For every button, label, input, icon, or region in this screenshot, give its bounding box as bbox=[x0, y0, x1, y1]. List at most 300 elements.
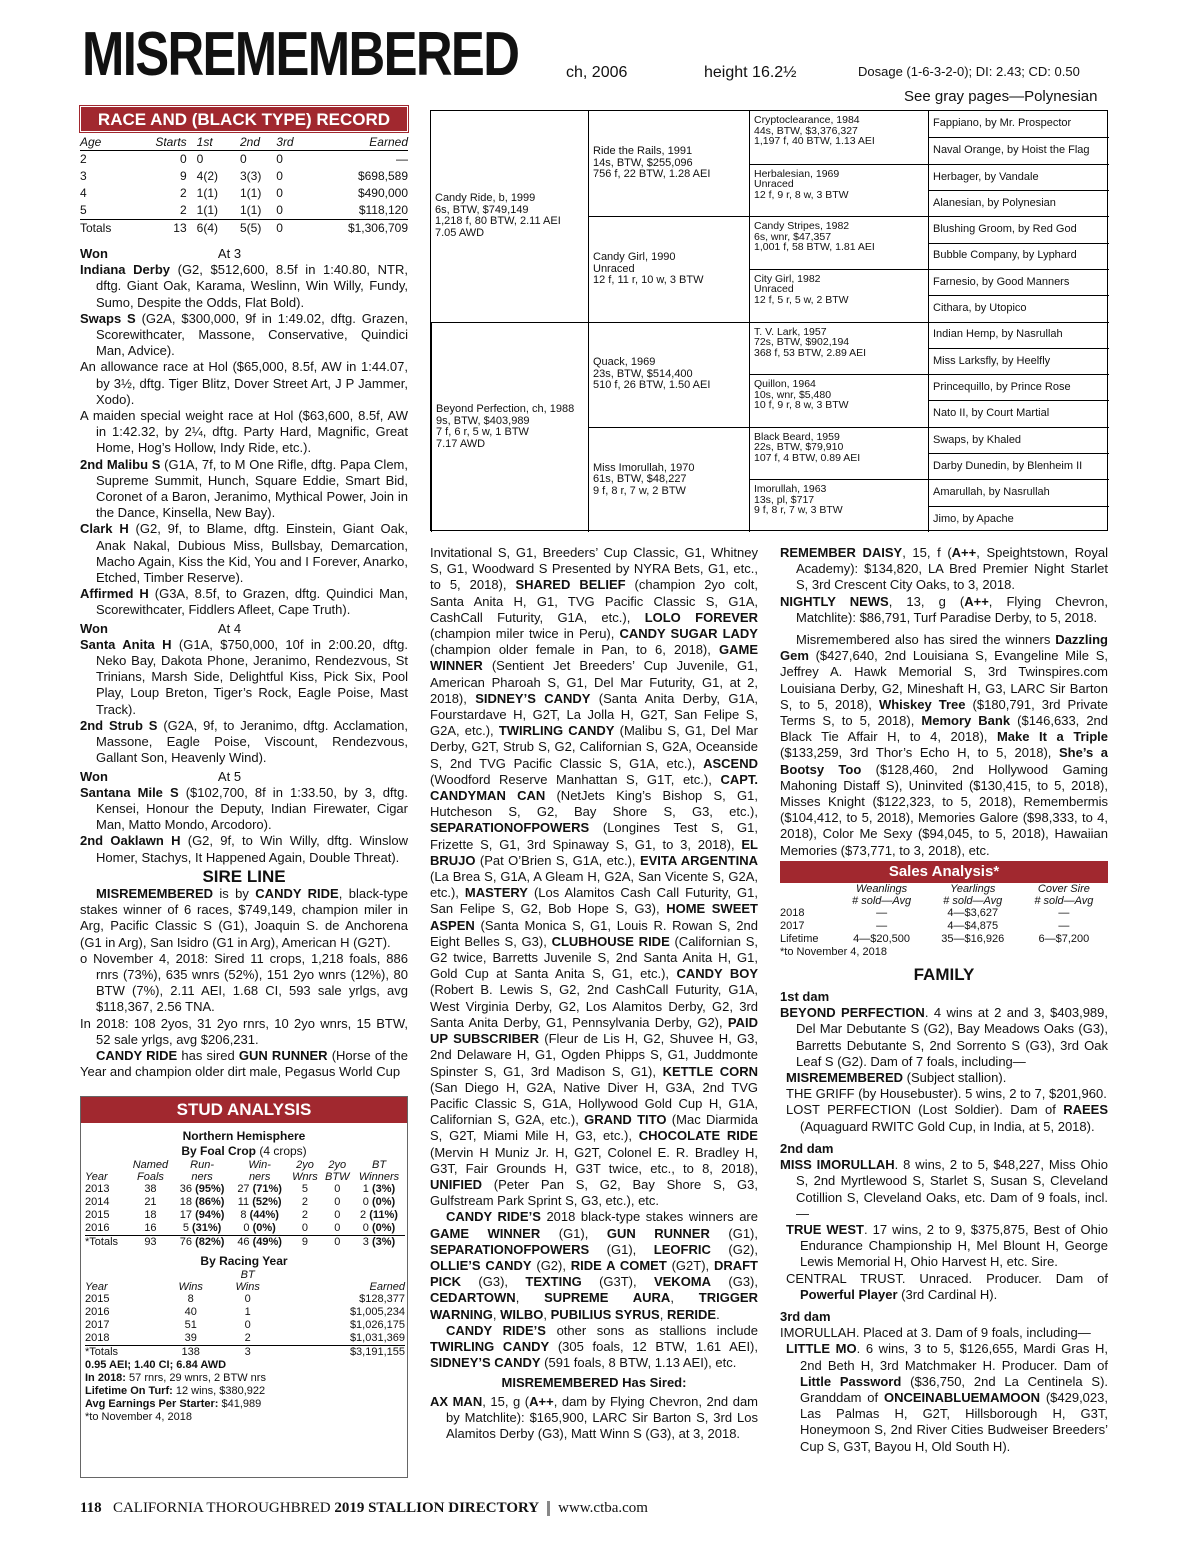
table-cell: 93 bbox=[128, 1236, 174, 1250]
col-1st: 1st bbox=[187, 134, 240, 151]
col-3rd: 3rd bbox=[276, 134, 306, 151]
table-cell: $3,191,155 bbox=[276, 1346, 405, 1360]
pedigree-text: Swaps, by Khaled bbox=[933, 433, 1022, 446]
pedigree-text: Candy Ride, b, 1999 6s, BTW, $749,149 1,218 f, 80 BTW, 2.11 AEI 7.05 AWD bbox=[435, 192, 561, 239]
table-cell bbox=[231, 1209, 289, 1222]
table-header-cell: # sold—Avg bbox=[852, 894, 912, 907]
gray-pages-note: See gray pages—Polynesian bbox=[904, 88, 1098, 105]
table-cell: 2013 bbox=[85, 1183, 110, 1195]
table-cell: 0 bbox=[334, 1209, 341, 1221]
sire-paragraph: CANDY RIDE has sired GUN RUNNER (Horse of the Year and champion older dirt male, Pegasus World Cup bbox=[80, 1047, 408, 1080]
pedigree-text: Imorullah, 1963 13s, pl, $717 9 f, 8 r, 7 w, 3 BTW bbox=[754, 483, 843, 517]
count: 76 bbox=[179, 1236, 192, 1248]
table-cell bbox=[353, 1222, 405, 1236]
won-heading: Won At 3 bbox=[80, 246, 242, 261]
website-link[interactable]: www.ctba.com bbox=[558, 1500, 648, 1516]
table-cell: 4—$4,875 bbox=[947, 919, 999, 932]
table-cell: 5 bbox=[80, 203, 87, 217]
table-cell: 0 bbox=[334, 1196, 341, 1208]
table-cell: 0 bbox=[196, 152, 204, 166]
won-heading: Won At 5 bbox=[80, 768, 242, 784]
table-cell: 0 bbox=[334, 1222, 341, 1234]
sons-as-stallions: CANDY RIDE’S other sons as stallions include TWIRLING CANDY (305 foals, 12 BTW, 1.61 AEI), SIDNEY’S CANDY (591 foals, 8 BTW, 1.13 AEI), etc. bbox=[430, 1322, 758, 1371]
count: 18 bbox=[179, 1196, 192, 1208]
race-entry: Clark H (G2, 9f, to Blame, dftg. Einstein, Giant Oak, Anak Nakal, Dubious Miss, Bullsbay, Demarcation, Macho Again, Kiss the Kid, You and I Forever, Anarko, Etched, Timber Reserve). bbox=[80, 521, 408, 586]
race-entry: A maiden special weight race at Hol ($63,600, 8.5f, AW in 1:42.32, by 2¼, dftg. Party Hard, Magnific, Great Home, Hog’s Hollow, Indy Ride, etc.). bbox=[80, 408, 408, 456]
col-2nd: 2nd bbox=[240, 134, 276, 151]
table-cell: 2 bbox=[179, 186, 187, 200]
count: 8 bbox=[240, 1209, 247, 1221]
table-header-cell: BT bbox=[240, 1269, 255, 1281]
foal-entry: LITTLE MO. 6 wins, 3 to 5, $126,655, Mardi Gras H, 2nd Beth H, 3rd Matchmaker H. Producer. Dam of Little Password ($36,750, 2nd La Centinela S). Granddam of ONCEINABLUEMAMOON ($429,023, Las Palmas H, G2T, Hillsborough H, G3T, Honeymoon S, 2nd River Cities Budweiser Breeders’ Cup S, G3T, Bayou H, Old South H). bbox=[786, 1341, 1109, 1454]
table-cell bbox=[231, 1183, 289, 1196]
table-row bbox=[80, 168, 408, 185]
pedigree-text: T. V. Lark, 1957 72s, BTW, $902,194 368 f, 53 BTW, 2.89 AEI bbox=[754, 325, 867, 359]
pedigree-text: Ride the Rails, 1991 14s, BTW, $255,096 756 f, 22 BTW, 1.28 AEI bbox=[593, 145, 711, 181]
table-header-cell: Wins bbox=[235, 1281, 260, 1293]
percent: (49%) bbox=[252, 1236, 282, 1248]
pedigree-cell bbox=[749, 216, 928, 269]
pedigree-cell bbox=[431, 322, 588, 533]
sire-stats-2018: In 2018: 108 2yos, 31 2yo rnrs, 10 2yo wnrs, 15 BTW, 52 sale yrlgs, avg $206,231. bbox=[80, 1015, 408, 1047]
pedigree-cell bbox=[928, 111, 1109, 137]
pedigree-text: Candy Stripes, 1982 6s, wnr, $47,357 1,001 f, 58 BTW, 1.81 AEI bbox=[754, 220, 875, 254]
table-row bbox=[80, 220, 408, 238]
pedigree-cell bbox=[928, 427, 1109, 453]
pedigree-cell bbox=[749, 269, 928, 322]
table-cell: $1,306,709 bbox=[306, 220, 408, 238]
race-record-text bbox=[80, 244, 408, 1080]
table-cell bbox=[173, 1236, 231, 1250]
table-cell bbox=[231, 1196, 289, 1209]
pedigree-text: Miss Larksfly, by Heelfly bbox=[933, 354, 1051, 367]
table-cell: 2018 bbox=[85, 1332, 110, 1344]
family-heading: FAMILY bbox=[913, 964, 975, 984]
table-cell: 3 bbox=[80, 169, 87, 183]
table-cell: 21 bbox=[144, 1196, 157, 1208]
pedigree-cell bbox=[588, 427, 749, 532]
table-cell: 8 bbox=[187, 1293, 194, 1305]
table-cell: 0 bbox=[334, 1183, 341, 1195]
pedigree-cell bbox=[928, 374, 1109, 400]
won-heading: Won At 4 bbox=[80, 620, 242, 636]
count: 27 bbox=[237, 1183, 250, 1195]
col-starts: Starts bbox=[133, 134, 186, 151]
table-header-cell bbox=[85, 1269, 162, 1281]
race-entry: 2nd Strub S (G2A, 9f, to Jeranimo, dftg. Acclamation, Massone, Eagle Poise, Viscount, Rendezvous, Gallant Son, Heavenly Wind). bbox=[80, 717, 408, 766]
table-header-cell bbox=[162, 1269, 219, 1281]
table-cell: 0 bbox=[244, 1293, 251, 1305]
pedigree-text: Cryptoclearance, 1984 44s, BTW, $3,376,327 1,197 f, 40 BTW, 1.13 AEI bbox=[754, 114, 875, 147]
table-cell: 0 bbox=[276, 203, 283, 217]
table-cell: 0 bbox=[322, 1236, 354, 1250]
sales-note: *to November 4, 2018 bbox=[780, 945, 888, 958]
pedigree-text: Amarullah, by Nasrullah bbox=[933, 486, 1050, 499]
racing-year-table bbox=[85, 1269, 405, 1359]
pedigree-text: Quillon, 1964 10s, wnr, $5,480 10 f, 9 r, 8 w, 3 BTW bbox=[754, 378, 849, 412]
table-cell: 0 bbox=[276, 169, 283, 183]
footer-separator bbox=[547, 1501, 550, 1516]
table-cell: *Totals bbox=[85, 1236, 128, 1250]
pedigree-cell bbox=[928, 137, 1109, 163]
pedigree-cell bbox=[588, 111, 749, 216]
table-row bbox=[85, 1346, 405, 1360]
table-header-cell: Named bbox=[132, 1159, 169, 1171]
dam-entry: BEYOND PERFECTION. 4 wins at 2 and 3, $403,989, Del Mar Debutante S (G2), Bay Meadows Oaks (G3), Barretts Debutante S, 2nd Sorrento S (G3), 3rd Oak Leaf S (G2). Dam of 7 foals, including— bbox=[780, 1005, 1109, 1069]
table-cell: 2014 bbox=[85, 1196, 110, 1208]
sales-analysis-banner: Sales Analysis* bbox=[780, 861, 1108, 883]
race-entry: Swaps S (G2A, $300,000, 9f in 1:49.02, dftg. Grazen, Scorewithcater, Massone, Conservative, Quindici Man, Advice). bbox=[80, 310, 408, 359]
pedigree-cell bbox=[588, 216, 749, 321]
table-cell: 1(1) bbox=[196, 203, 218, 217]
table-header-cell: Earned bbox=[369, 1281, 405, 1293]
percent: (71%) bbox=[252, 1183, 282, 1195]
race-entry: Santana Mile S ($102,700, 8f in 1:33.50, by 3, dftg. Kensei, Honour the Deputy, Indian Firewater, Cigar Man, Matto Mondo, Arcodoro). bbox=[80, 784, 408, 833]
pedigree-cell bbox=[928, 400, 1109, 426]
pedigree-cell bbox=[749, 374, 928, 427]
table-cell: 2017 bbox=[85, 1319, 110, 1331]
pedigree-text: Black Beard, 1959 22s, BTW, $79,910 107 f, 4 BTW, 0.89 AEI bbox=[754, 430, 861, 464]
table-cell: 39 bbox=[184, 1332, 197, 1344]
pedigree-cell bbox=[928, 322, 1109, 348]
table-header-cell: 2yo bbox=[296, 1159, 314, 1171]
table-cell: 4(2) bbox=[196, 169, 218, 183]
table-cell: 5 bbox=[301, 1183, 309, 1195]
right-column bbox=[780, 545, 1108, 1455]
table-header-cell: Year bbox=[85, 1281, 108, 1293]
foal-entry: TRUE WEST. 17 wins, 2 to 9, $375,875, Best of Ohio Endurance Championship H, Mel Blount H, George Lewis Memorial H, Ohio Harvest H, etc. Sire. bbox=[786, 1221, 1108, 1270]
pedigree-text: Herbager, by Vandale bbox=[933, 170, 1039, 183]
table-row bbox=[85, 1236, 405, 1250]
percent: (95%) bbox=[195, 1183, 225, 1195]
pedigree-text: Blushing Groom, by Red God bbox=[933, 223, 1077, 236]
pedigree-text: Darby Dunedin, by Blenheim II bbox=[933, 459, 1083, 472]
progeny-paragraph: Invitational S, G1, Breeders’ Cup Classic, G1, Whitney S, G1, Woodward S Presented by NYRA Bets, G1, etc., to 5, 2018), SHARED BELIEF (champion 2yo colt, Santa Anita H, G1, TVG Pacific Classic S, G1A, CashCall Futurity, G1A, etc.), LOLO FOREVER (champion miler twice in Peru), CANDY SUGAR LADY (champion older female in Pan, to 6, 2018), GAME WINNER (Sentient Jet Breeders’ Cup Juvenile, G1, American Pharoah S, G1, Del Mar Futurity, G1, at 2, 2018), SIDNEY’S CANDY (Santa Anita Derby, G1A, Fourstardave H, G2T, La Jolla H, G2T, San Felipe S, G2A, etc.), TWIRLING CANDY (Malibu S, G1, Del Mar Derby, G2T, Strub S, G2, Californian S, G2A, Oceanside S, 2nd TVG Pacific Classic S, G1A, etc.), ASCEND (Woodford Reserve Manhattan S, G1T, etc.), CAPT. CANDYMAN CAN (NetJets King’s Bishop S, G1, Hutcheson S, G2, Bay Shore S, G3, etc.), SEPARATIONOFPOWERS (Longines Test S, G1, Frizette S, G1, 3rd Spinaway S, G1, to 3, 2018), EL BRUJO (Pat O’Brien S, G1A, etc.), EVITA ARGENTINA (La Brea S, G1A, A Gleam H, G2A, San Vicente S, G2A, etc.), MASTERY (Los Alamitos Cash Call Futurity, G1, San Felipe S, G2, Bob Hope S, G3), HOME SWEET ASPEN (Santa Monica S, G1, Louis R. Rowan S, 2nd Eight Belles S, G3), CLUBHOUSE RIDE (Californian S, G2 twice, Barretts Juvenile S, 2nd Santa Anita H, G1, Gold Cup at Santa Anita S, G1, etc.), CANDY BOY (Robert B. Lewis S, G2, 2nd CashCall Futurity, G1A, West Virginia Derby, G2, Los Alamitos Derby, G2, 3rd Santa Anita Derby, G1, Pennsylvania Derby, G2), PAID UP SUBSCRIBER (Fleur de Lis H, G2, Shuvee H, G3, 2nd Delaware H, G1, Ogden Phipps S, G1, Juddmonte Spinster S, G1, 3rd Madison S, G1), KETTLE CORN (San Diego H, G2A, Native Diver H, G3A, 2nd TVG Pacific Classic S, G1A, Hollywood Gold Cup H, G1A, Californian S, G2A, etc.), GRAND TITO (Mac Diarmida S, G2T, Miami Mile H, G3, etc.), CHOCOLATE RIDE (Mervin H Muniz Jr. H, G2T, Colonel E. R. Bradley H, G3T, Fair Grounds H, G3T twice, etc., to 8, 2018), UNIFIED (Peter Pan S, G2, Bay Shore S, G3, Gulfstream Park Sprint S, G3, etc.), etc. bbox=[430, 545, 759, 1209]
table-cell: 1 bbox=[244, 1306, 251, 1318]
pedigree-text: Fappiano, by Mr. Prospector bbox=[933, 117, 1072, 130]
table-cell: — bbox=[876, 919, 888, 932]
table-header-cell: ners bbox=[248, 1171, 271, 1183]
table-row bbox=[780, 933, 1108, 946]
dam-heading: 1st dam bbox=[780, 989, 830, 1005]
table-cell bbox=[173, 1196, 231, 1209]
pedigree-cell bbox=[749, 427, 928, 480]
table-cell: 2017 bbox=[780, 919, 805, 932]
table-cell: 3 bbox=[219, 1346, 276, 1360]
table-header-cell: Cover Sire bbox=[1037, 882, 1090, 895]
sales-table bbox=[780, 883, 1108, 946]
percent: (0%) bbox=[371, 1222, 396, 1234]
percent: (0%) bbox=[252, 1222, 276, 1234]
race-record-banner: RACE AND (BLACK TYPE) RECORD bbox=[80, 106, 408, 132]
table-header-cell bbox=[780, 883, 838, 895]
table-cell: 51 bbox=[184, 1319, 197, 1331]
table-cell: — bbox=[396, 152, 408, 166]
percent: (31%) bbox=[192, 1222, 222, 1234]
table-cell: 0 bbox=[179, 152, 187, 166]
count: 0 bbox=[362, 1196, 369, 1208]
table-cell: 0 bbox=[276, 186, 283, 200]
sire-paragraph: MISREMEMBERED is by CANDY RIDE, black-type stakes winner of 6 races, $749,149, champion miler in Arg, Pacific Classic S (G1), Joaquin S. de Anchorena (G1 in Arg), San Isidro (G1 in Arg), American H (G2T). bbox=[80, 885, 408, 950]
table-cell: 2018 bbox=[780, 906, 805, 919]
table-cell bbox=[353, 1209, 405, 1222]
pedigree-text: Jimo, by Apache bbox=[933, 512, 1014, 525]
stud-subheading: Northern Hemisphere bbox=[182, 1129, 306, 1143]
progeny-entry: AX MAN, 15, g (A++, dam by Flying Chevron, 2nd dam by Matchlite): $165,900, LARC Sir Barton S, 3rd Los Alamitos Derby (G3), Matt Winn S (G3), at 3, 2018. bbox=[430, 1393, 759, 1441]
count: 11 bbox=[237, 1196, 250, 1208]
table-header-cell: Winners bbox=[358, 1171, 400, 1183]
table-cell: 13 bbox=[133, 220, 186, 238]
black-type-winners-2018: CANDY RIDE’S 2018 black-type stakes winners are GAME WINNER (G1), GUN RUNNER (G1), SEPARATIONOFPOWERS (G1), LEOFRIC (G2), OLLIE’S CANDY (G2), RIDE A COMET (G2T), DRAFT PICK (G3), TEXTING (G3T), VEKOMA (G3), CEDARTOWN, SUPREME AURA, TRIGGER WARNING, WILBO, PUBILIUS SYRUS, RERIDE. bbox=[430, 1209, 758, 1322]
percent: (86%) bbox=[195, 1196, 225, 1208]
col-age: Age bbox=[80, 134, 133, 151]
table-row bbox=[85, 1332, 405, 1346]
count: 5 bbox=[182, 1222, 189, 1234]
pedigree-cell bbox=[749, 322, 928, 375]
table-header-cell: 2yo bbox=[328, 1159, 347, 1171]
table-cell: $1,031,369 bbox=[349, 1332, 405, 1344]
table-cell: 2015 bbox=[85, 1209, 110, 1221]
pedigree-text: Farnesio, by Good Manners bbox=[933, 275, 1070, 288]
table-cell: 2 bbox=[301, 1209, 309, 1221]
percent: (94%) bbox=[195, 1209, 225, 1221]
table-cell: 2016 bbox=[85, 1306, 110, 1318]
table-cell bbox=[353, 1236, 405, 1250]
table-cell: 35—$16,926 bbox=[941, 932, 1005, 945]
table-cell: $490,000 bbox=[357, 186, 408, 200]
count: 2 bbox=[360, 1209, 367, 1221]
stud-subheading: By Racing Year bbox=[200, 1254, 288, 1268]
table-header-cell: ners bbox=[191, 1171, 213, 1183]
table-cell: 138 bbox=[162, 1346, 219, 1360]
table-cell: 0 bbox=[276, 152, 283, 166]
table-cell: 2016 bbox=[85, 1222, 110, 1234]
pedigree-text: Indian Hemp, by Nasrullah bbox=[933, 328, 1063, 341]
race-entry: 2nd Oaklawn H (G2, 9f, to Win Willy, dftg. Winslow Homer, Stachys, It Happened Again, Double Threat). bbox=[80, 833, 408, 865]
table-row bbox=[85, 1183, 405, 1196]
pedigree-cell bbox=[928, 216, 1109, 242]
percent: (44%) bbox=[249, 1209, 279, 1221]
has-sired-heading: MISREMEMBERED Has Sired: bbox=[501, 1375, 687, 1391]
table-cell: Totals bbox=[80, 220, 133, 238]
table-header-cell: Yearlings bbox=[950, 882, 996, 895]
table-header-cell: Wins bbox=[178, 1281, 203, 1293]
foal-entry: THE GRIFF (by Housebuster). 5 wins, 2 to 7, $201,960. bbox=[786, 1086, 1107, 1102]
height: height 16.2½ bbox=[704, 64, 797, 81]
table-row bbox=[780, 907, 1108, 920]
table-cell: $128,377 bbox=[359, 1293, 405, 1305]
pedigree-cell bbox=[928, 453, 1109, 479]
pedigree-cell bbox=[928, 190, 1109, 216]
pedigree-text: Naval Orange, by Hoist the Flag bbox=[933, 144, 1090, 157]
pedigree-cell bbox=[928, 506, 1109, 532]
dosage: Dosage (1-6-3-2-0); DI: 2.43; CD: 0.50 bbox=[858, 64, 1080, 79]
table-cell bbox=[231, 1236, 289, 1250]
stud-subheading: By Foal Crop (4 crops) bbox=[181, 1144, 307, 1158]
table-header-cell: # sold—Avg bbox=[943, 894, 1003, 907]
table-cell: 0 bbox=[276, 220, 306, 238]
pedigree-cell bbox=[749, 164, 928, 217]
table-cell: 16 bbox=[144, 1222, 157, 1234]
pedigree-cell bbox=[928, 243, 1109, 269]
table-cell: 2 bbox=[80, 152, 87, 166]
table-cell: 4 bbox=[80, 186, 87, 200]
foal-entry: CENTRAL TRUST. Unraced. Producer. Dam of Powerful Player (3rd Cardinal H). bbox=[786, 1270, 1108, 1302]
foal-entry: MISREMEMBERED (Subject stallion). bbox=[786, 1070, 1007, 1086]
count: 1 bbox=[362, 1183, 369, 1195]
table-cell: 1(1) bbox=[239, 203, 262, 217]
stud-analysis-box bbox=[80, 1096, 408, 1478]
table-header-cell bbox=[780, 895, 838, 907]
table-cell: — bbox=[876, 906, 888, 919]
pedigree-text: Quack, 1969 23s, BTW, $514,400 510 f, 26 BTW, 1.50 AEI bbox=[593, 356, 711, 392]
table-row bbox=[85, 1319, 405, 1332]
table-row bbox=[85, 1209, 405, 1222]
table-cell: 3(3) bbox=[239, 169, 262, 183]
count: 3 bbox=[362, 1236, 369, 1248]
table-header-cell: BT bbox=[371, 1159, 387, 1171]
pedigree-cell bbox=[749, 479, 928, 532]
table-header-cell: Weanlings bbox=[856, 882, 908, 895]
table-header-cell bbox=[276, 1269, 405, 1281]
pedigree-cell bbox=[588, 322, 749, 427]
col-earned: Earned bbox=[306, 134, 408, 151]
pedigree-text: Beyond Perfection, ch, 1988 9s, BTW, $403,989 7 f, 6 r, 5 w, 1 BTW 7.17 AWD bbox=[436, 403, 575, 450]
pedigree-text: Princequillo, by Prince Rose bbox=[933, 381, 1071, 394]
sire-stats: o November 4, 2018: Sired 11 crops, 1,218 foals, 886 rnrs (73%), 635 wnrs (52%), 151 2yo wnrs (12%), 80 BTW (7%), 2.11 AEI, 1.68 CI, 593 sale yrlgs, avg $118,367, 2.56 TNA. bbox=[80, 950, 408, 1015]
table-header-cell: # sold—Avg bbox=[1034, 894, 1094, 907]
count: 36 bbox=[179, 1183, 192, 1195]
other-winners: Misremembered also has sired the winners Dazzling Gem ($427,640, 2nd Louisiana S, Evangeline Mile S, Jeffrey A. Hawk Memorial S, 3rd Twinspires.com Louisiana Derby, G2, Mineshaft H, G3, LARC Sir Barton S, to 5, 2018), Whiskey Tree ($180,791, 3rd Private Terms S, to 5, 2018), Memory Bank ($146,633, 2nd Black Tie Affair H, to 4, 2018), Make It a Triple ($133,259, 3rd Thor’s Echo H, to 5, 2018), She’s a Bootsy Too ($128,460, 2nd Hollywood Gaming Mahoning Distaff S), Uninvited ($130,415, to 5, 2018), Misses Knight ($122,323, to 5, 2018), Remembermis ($104,412, to 5, 2018), Memories Galore ($98,333, to 4, 2018), Color Me Sexy ($94,045, to 5, 2018), Hawaiian Memories ($73,771, to 3, 2018), etc. bbox=[780, 632, 1109, 858]
table-cell: 2015 bbox=[85, 1293, 110, 1305]
table-cell: $1,005,234 bbox=[349, 1306, 405, 1318]
count: 17 bbox=[179, 1209, 192, 1221]
table-cell: 5(5) bbox=[240, 220, 276, 238]
publication: CALIFORNIA THOROUGHBRED bbox=[112, 1500, 331, 1516]
table-cell: 6—$7,200 bbox=[1038, 932, 1090, 945]
table-cell bbox=[353, 1183, 405, 1196]
table-cell: 4—$20,500 bbox=[853, 932, 911, 945]
pedigree-chart bbox=[430, 110, 1108, 531]
table-cell: *Totals bbox=[85, 1346, 162, 1360]
table-cell: 6(4) bbox=[187, 220, 240, 238]
pedigree-cell bbox=[928, 269, 1109, 295]
table-row bbox=[85, 1306, 405, 1319]
table-cell bbox=[231, 1222, 289, 1236]
progeny-entry: NIGHTLY NEWS, 13, g (A++, Flying Chevron, Matchlite): $86,791, Turf Paradise Derby, to 5, 2018. bbox=[780, 593, 1109, 625]
table-cell: 18 bbox=[144, 1209, 157, 1221]
table-cell: 2 bbox=[244, 1332, 251, 1344]
percent: (11%) bbox=[369, 1209, 398, 1221]
pedigree-cell bbox=[928, 295, 1109, 321]
sales-analysis bbox=[780, 861, 1108, 959]
table-row bbox=[85, 1293, 405, 1306]
table-row bbox=[85, 1196, 405, 1209]
progeny-entry: REMEMBER DAISY, 15, f (A++, Speightstown, Royal Academy): $134,820, LA Bred Premier Night Starlet S, 3rd Crescent City Oaks, to 3, 2018. bbox=[780, 545, 1108, 593]
dam-entry: IMORULLAH. Placed at 3. Dam of 9 foals, including— bbox=[780, 1325, 1091, 1341]
foal-entry: LOST PERFECTION (Lost Soldier). Dam of RAEES (Aquaguard RWITC Gold Cup, in India, at 5, 2018). bbox=[786, 1102, 1108, 1134]
table-cell: $698,589 bbox=[357, 169, 408, 183]
pedigree-text: City Girl, 1982 Unraced 12 f, 5 r, 5 w, 2 BTW bbox=[754, 272, 849, 306]
table-cell: Lifetime bbox=[780, 932, 819, 945]
table-cell: 0 bbox=[239, 152, 247, 166]
pedigree-text: Herbalesian, 1969 Unraced 12 f, 9 r, 8 w, 3 BTW bbox=[754, 167, 849, 201]
count: 0 bbox=[243, 1222, 250, 1234]
dam-entry: MISS IMORULLAH. 8 wins, 2 to 5, $48,227, Miss Ohio S, 2nd Myrtlewood S, Starlet S, Susan S, Cleveland Cotillion S, Cleveland Oaks, etc. Dam of 9 foals, incl.— bbox=[780, 1157, 1108, 1221]
table-header-cell bbox=[85, 1159, 128, 1171]
table-header-cell: Wnrs bbox=[292, 1171, 318, 1183]
percent: (3%) bbox=[371, 1183, 396, 1195]
count: 0 bbox=[362, 1222, 369, 1234]
table-header-cell: Year bbox=[85, 1171, 108, 1183]
pedigree-cell bbox=[749, 111, 928, 164]
table-cell: 0 bbox=[301, 1222, 309, 1234]
table-header-cell: Win- bbox=[248, 1159, 271, 1171]
table-row bbox=[80, 151, 408, 169]
table-cell bbox=[173, 1209, 231, 1222]
percent: (52%) bbox=[252, 1196, 282, 1208]
table-header-cell: BTW bbox=[325, 1171, 350, 1183]
table-cell: — bbox=[1058, 919, 1070, 932]
table-cell: — bbox=[1058, 906, 1070, 919]
table-cell: 40 bbox=[184, 1306, 197, 1318]
race-entry: Indiana Derby (G2, $512,600, 8.5f in 1:40.80, NTR, dftg. Giant Oak, Karama, Weslinn, Win Willy, Fundy, Sumo, Despite the Odds, Flat Bold). bbox=[80, 262, 408, 310]
table-header-cell: Run- bbox=[190, 1159, 214, 1171]
pedigree-text: Miss Imorullah, 1970 61s, BTW, $48,227 9 f, 8 r, 7 w, 2 BTW bbox=[593, 461, 695, 497]
race-entry: 2nd Malibu S (G1A, 7f, to M One Rifle, dftg. Papa Clem, Supreme Summit, Hunch, Square Eddie, Smart Bid, Coronet of a Baron, Jeranimo, Mythical Power, Join in the Dance, Kinsella, New Bay). bbox=[80, 456, 408, 521]
table-cell: 0 bbox=[244, 1319, 251, 1331]
table-cell: $1,026,175 bbox=[349, 1319, 405, 1331]
table-row bbox=[780, 920, 1108, 933]
foal-crop-table bbox=[85, 1159, 405, 1249]
dam-heading: 3rd dam bbox=[780, 1308, 831, 1324]
race-entry: An allowance race at Hol ($65,000, 8.5f, AW in 1:44.07, by 3½, dftg. Tiger Blitz, Dover Street Art, J P Jammer, Xodo). bbox=[80, 359, 408, 407]
table-cell: 2 bbox=[301, 1196, 309, 1208]
pedigree-cell bbox=[928, 164, 1109, 190]
table-row bbox=[80, 185, 408, 202]
directory-name: 2019 STALLION DIRECTORY bbox=[334, 1500, 540, 1516]
race-record-table bbox=[80, 134, 408, 237]
table-cell: 9 bbox=[179, 169, 187, 183]
stallion-name: MISREMEMBERED bbox=[82, 20, 519, 89]
table-cell bbox=[173, 1222, 231, 1236]
progeny-text bbox=[430, 545, 758, 1442]
stud-analysis-banner: STUD ANALYSIS bbox=[81, 1097, 407, 1123]
table-cell: 4—$3,627 bbox=[947, 906, 999, 919]
stud-notes: 0.95 AEI; 1.40 CI; 6.84 AWD In 2018: 57 rnrs, 29 wnrs, 2 BTW nrs Lifetime On Turf: 12 wins, $380,922 Avg Earnings Per Starter: $41,989 *to November 4, 2018 bbox=[85, 1359, 266, 1423]
pedigree-cell bbox=[928, 479, 1109, 505]
table-cell bbox=[173, 1183, 231, 1196]
table-cell: $118,120 bbox=[358, 203, 408, 217]
percent: (82%) bbox=[195, 1236, 225, 1248]
table-row bbox=[80, 202, 408, 220]
table-cell: 1(1) bbox=[196, 186, 218, 200]
table-row bbox=[85, 1222, 405, 1236]
table-cell: 9 bbox=[288, 1236, 321, 1250]
pedigree-text: Nato II, by Court Martial bbox=[933, 407, 1050, 420]
table-cell: 2 bbox=[179, 203, 187, 217]
percent: (0%) bbox=[371, 1196, 396, 1208]
dam-heading: 2nd dam bbox=[780, 1140, 834, 1156]
pedigree-cell bbox=[928, 348, 1109, 374]
pedigree-text: Candy Girl, 1990 Unraced 12 f, 11 r, 10 w, 3 BTW bbox=[593, 251, 704, 287]
race-entry: Santa Anita H (G1A, $750,000, 10f in 2:00.20, dftg. Neko Bay, Dakota Phone, Jeranimo, Rendezvous, St Trinians, Marsh Side, Delightful Kiss, Pick Six, Pool Play, Loup Breton, Tiger’s Rock, Eagle Poise, Mast Track). bbox=[80, 636, 408, 717]
table-header-row bbox=[80, 134, 408, 151]
race-entry: Affirmed H (G3A, 8.5f, to Grazen, dftg. Quindici Man, Scorewithcater, Fiddlers Afleet, Cape Truth). bbox=[80, 586, 408, 618]
color-year: ch, 2006 bbox=[566, 64, 628, 81]
page-footer bbox=[80, 1500, 648, 1517]
count: 46 bbox=[237, 1236, 250, 1248]
